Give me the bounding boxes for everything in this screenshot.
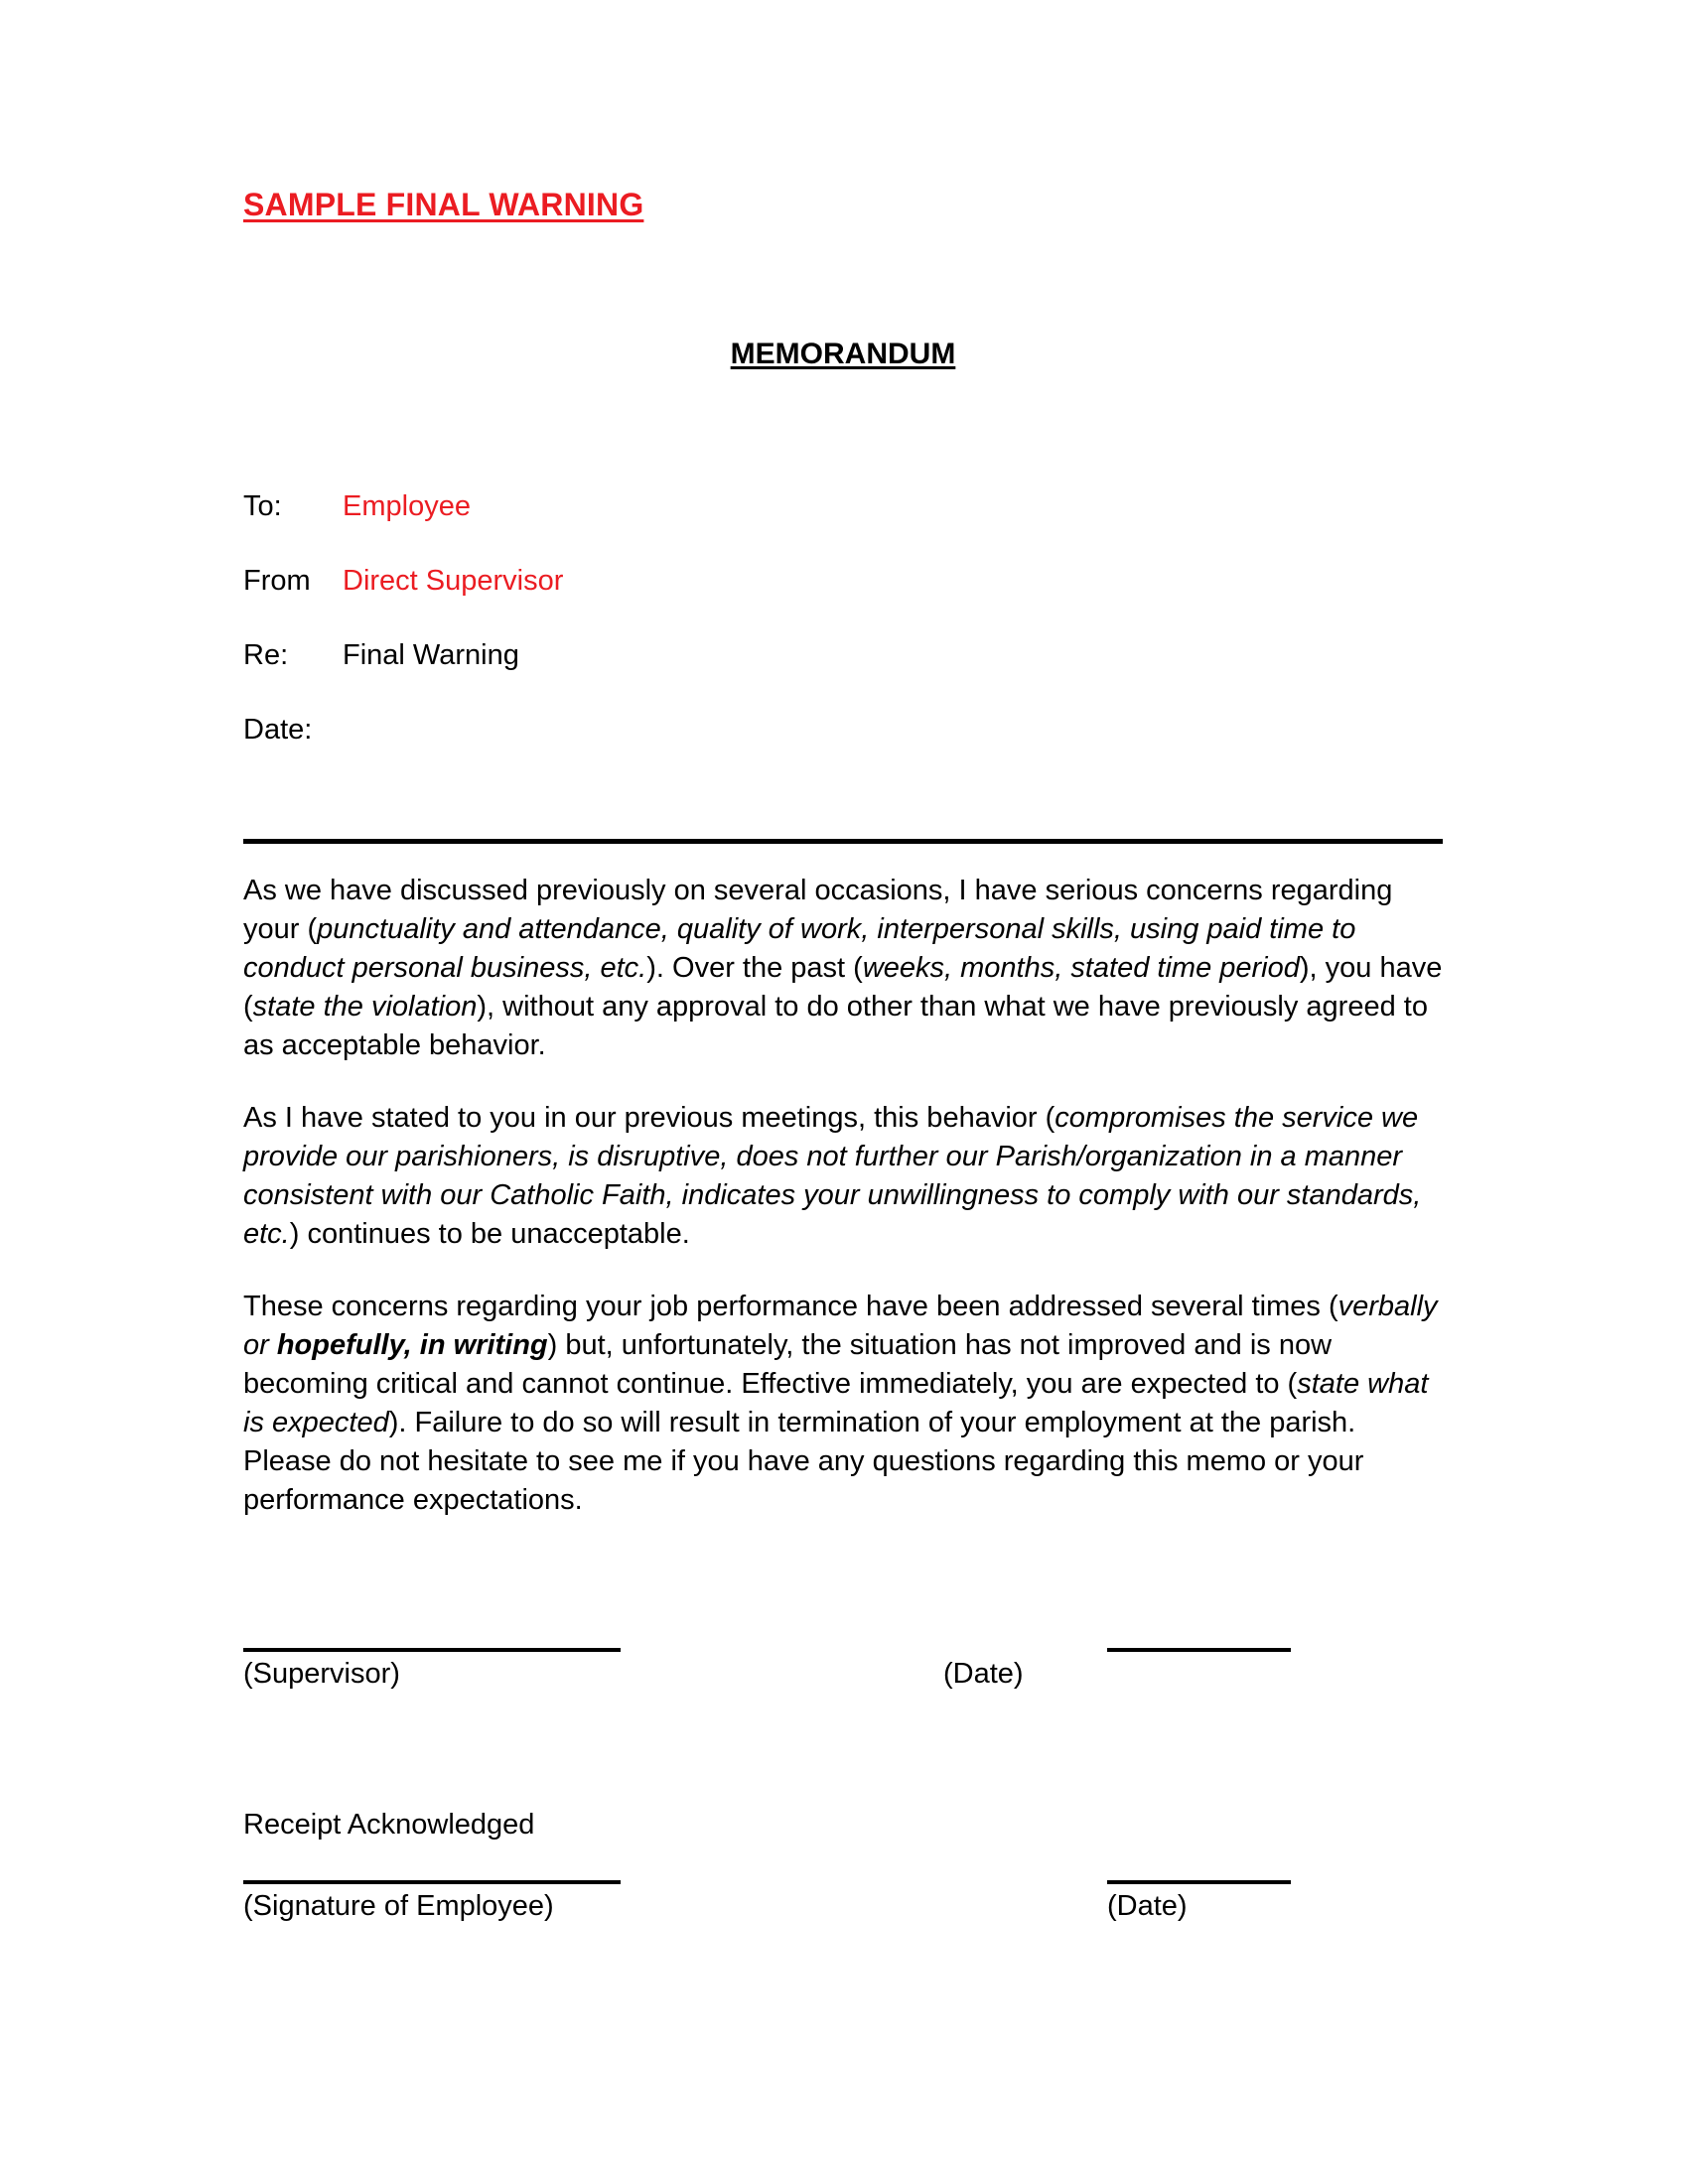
memorandum-heading-text: MEMORANDUM — [730, 338, 956, 370]
supervisor-caption: (Supervisor) — [243, 1658, 400, 1690]
page-title: SAMPLE FINAL WARNING — [243, 187, 644, 222]
employee-caption: (Signature of Employee) — [243, 1890, 554, 1922]
field-row-to — [243, 491, 1445, 521]
body-paragraph-2 — [243, 1099, 1450, 1254]
memo-header-fields — [243, 491, 1445, 789]
p1-italic-3: state the violation — [252, 991, 478, 1023]
to-value: Employee — [343, 490, 471, 522]
p3-italic-2: state what is expected — [243, 1368, 1429, 1438]
from-label: From — [243, 565, 311, 597]
p2-text-1: As I have stated to you in our previous meetings, this behavior ( — [243, 1102, 1055, 1134]
supervisor-signature-line[interactable] — [243, 1648, 621, 1652]
p1-text-1: As we have discussed previously on several occasions, I have serious concerns regarding your ( — [243, 875, 1393, 945]
field-row-re — [243, 640, 1445, 670]
employee-signature-block — [243, 1880, 1450, 1970]
to-label: To: — [243, 490, 282, 522]
p1-text-2: ). Over the past ( — [646, 952, 863, 984]
employee-signature-line[interactable] — [243, 1880, 621, 1884]
field-row-date — [243, 715, 1445, 745]
date-label: Date: — [243, 714, 313, 746]
employee-signature-row — [243, 1880, 1450, 1970]
body-paragraph-3 — [243, 1288, 1450, 1520]
employee-date-caption: (Date) — [1107, 1890, 1188, 1922]
p1-italic-2: weeks, months, stated time period — [862, 952, 1300, 984]
memorandum-heading — [243, 338, 1443, 371]
p1-text-4: ), without any approval to do other than what we have previously agreed to as acceptable behavior. — [243, 991, 1428, 1061]
from-value: Direct Supervisor — [343, 565, 564, 597]
p1-text-3: ), you have ( — [243, 952, 1443, 1023]
p3-bold-italic-1: hopefully, in writing — [276, 1329, 548, 1361]
field-row-from — [243, 566, 1445, 596]
memo-body — [243, 872, 1450, 1554]
supervisor-signature-row — [243, 1624, 1450, 1713]
p3-text-1: These concerns regarding your job performance have been addressed several times ( — [243, 1291, 1338, 1322]
employee-date-line[interactable] — [1107, 1880, 1291, 1884]
p3-text-3: ). Failure to do so will result in termination of your employment at the parish. Please do not hesitate to see me if you have any questions regarding this memo or your performance expectations. — [243, 1407, 1364, 1516]
header-body-divider — [243, 839, 1443, 844]
p2-text-2: ) continues to be unacceptable. — [289, 1218, 690, 1250]
re-label: Re: — [243, 639, 289, 671]
p2-italic-1: compromises the service we provide our parishioners, is disruptive, does not further our Parish/organization in a manner consistent with our Catholic Faith, indicates your unwillingness to comply with our standards, etc. — [243, 1102, 1422, 1250]
p3-text-2: ) but, unfortunately, the situation has not improved and is now becoming critical and cannot continue. Effective immediately, you are expected to ( — [243, 1329, 1333, 1400]
body-paragraph-1 — [243, 872, 1450, 1065]
re-value: Final Warning — [343, 639, 519, 671]
receipt-acknowledged-label: Receipt Acknowledged — [243, 1809, 535, 1841]
p1-italic-1: punctuality and attendance, quality of work, interpersonal skills, using paid time to conduct personal business, etc. — [243, 913, 1356, 984]
supervisor-date-line[interactable] — [1107, 1648, 1291, 1652]
supervisor-date-caption: (Date) — [943, 1658, 1024, 1690]
supervisor-signature-block — [243, 1624, 1450, 1713]
p3-italic-1: verbally or — [243, 1291, 1438, 1361]
